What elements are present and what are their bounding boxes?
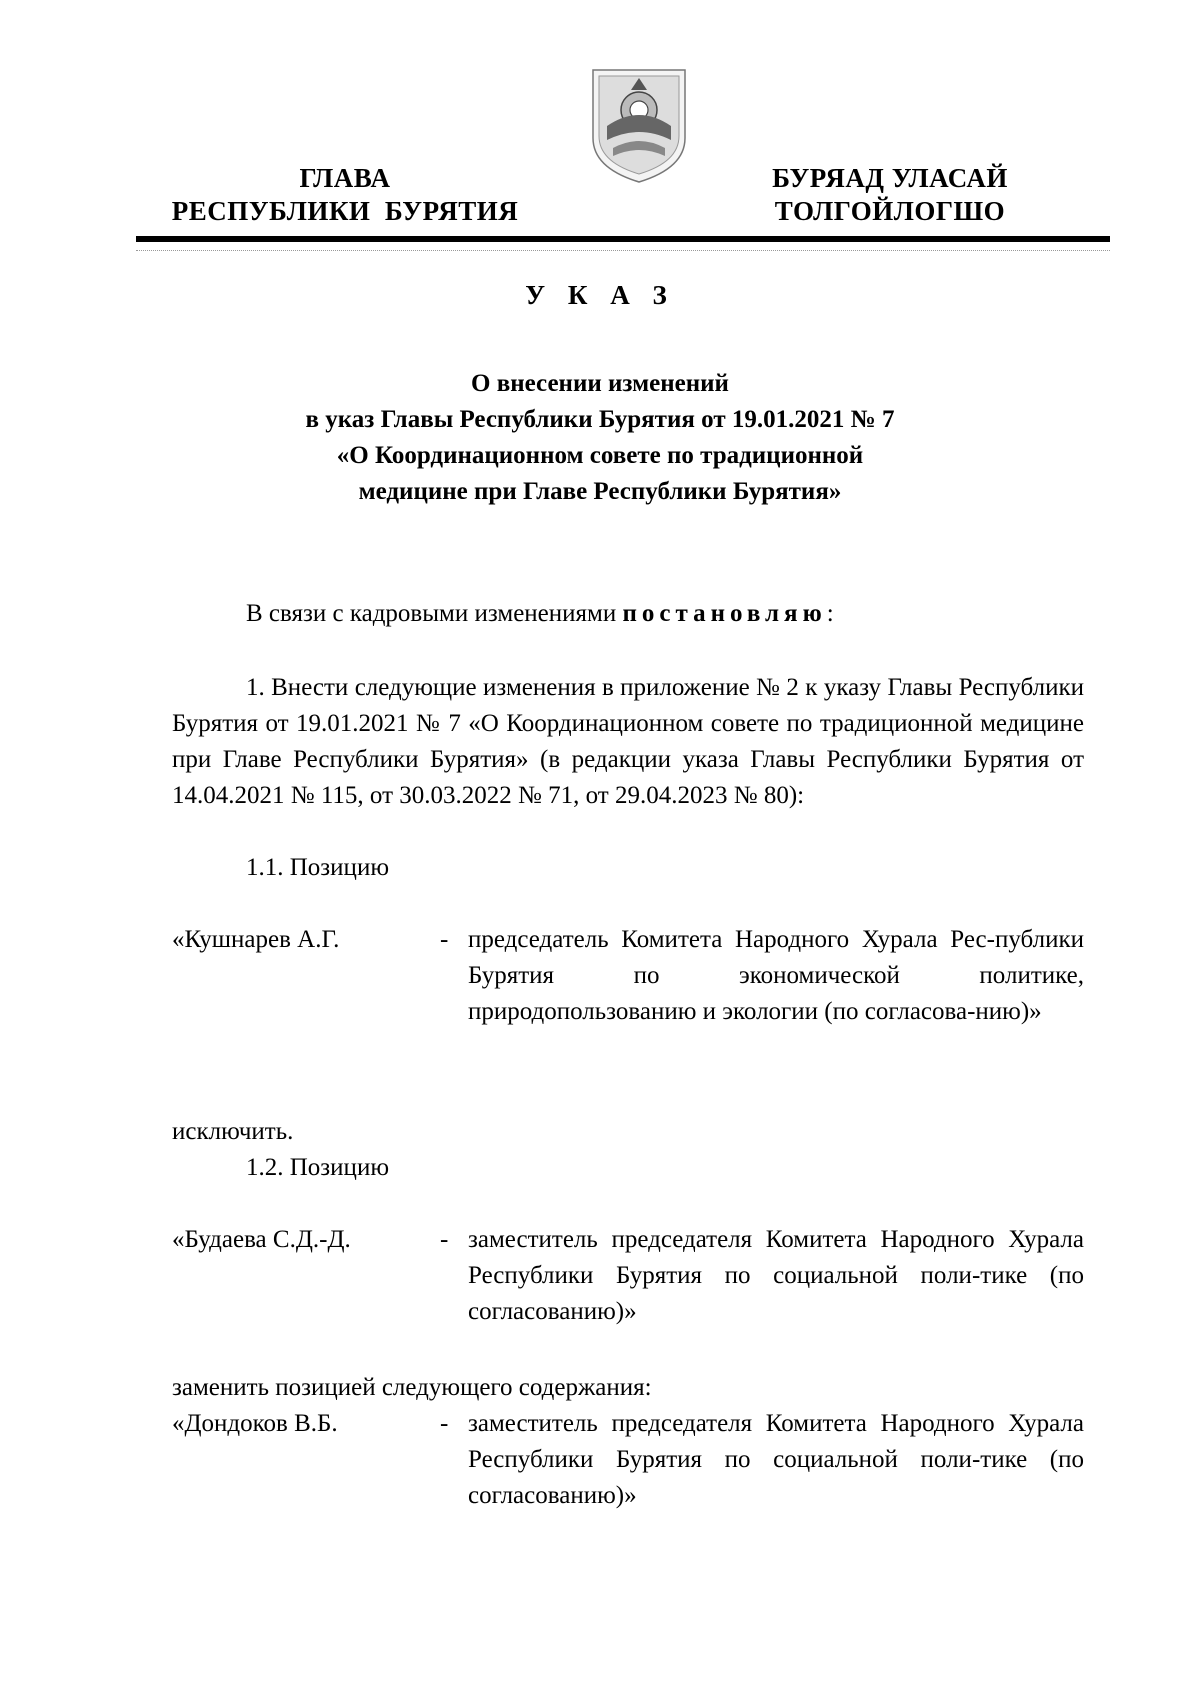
title-line3: «О Координационном совете по традиционной <box>336 442 864 469</box>
position-2-dash: - <box>440 1226 449 1253</box>
item-1-2: 1.2. Позицию <box>246 1154 389 1181</box>
header-left-line2: РЕСПУБЛИКИ БУРЯТИЯ <box>171 196 519 226</box>
preamble-end: : <box>826 600 834 627</box>
preamble-emphasis: постановляю <box>622 600 827 627</box>
exclude-text: исключить. <box>172 1118 294 1145</box>
header-right <box>730 162 1050 228</box>
title-line1: О внесении изменений <box>471 370 729 397</box>
header-divider-thick <box>136 236 1110 242</box>
preamble-text: В связи с кадровыми изменениями <box>246 600 623 627</box>
title-line2: в указ Главы Республики Бурятия от 19.01.2021 № 7 <box>305 406 895 433</box>
header-right-line2: ТОЛГОЙЛОГШО <box>774 196 1006 226</box>
header-right-line1: БУРЯАД УЛАСАЙ <box>772 163 1008 193</box>
position-2-name: «Будаева С.Д.-Д. <box>172 1226 351 1253</box>
preamble <box>172 596 1084 632</box>
coat-of-arms-emblem <box>585 60 693 185</box>
position-1-name: «Кушнарев А.Г. <box>172 926 340 953</box>
header-left <box>140 162 550 228</box>
position-3-name: «Дондоков В.Б. <box>172 1410 338 1437</box>
position-2-description: заместитель председателя Комитета Народного Хурала Республики Бурятия по социальной поли-тике (по согласованию)» <box>468 1226 1084 1325</box>
position-3-dash: - <box>440 1410 449 1437</box>
document-type: У К А З <box>525 280 675 310</box>
item-1-1: 1.1. Позицию <box>246 854 389 881</box>
header-divider-thin <box>136 250 1110 251</box>
position-1-description: председатель Комитета Народного Хурала Рес-публики Бурятия по экономической политике, природопользованию и экологии (по согласова-нию)» <box>468 926 1084 1025</box>
replace-text: заменить позицией следующего содержания: <box>172 1374 652 1401</box>
item-1-paragraph: 1. Внести следующие изменения в приложение № 2 к указу Главы Республики Бурятия от 19.01.2021 № 7 «О Координационном совете по традиционной медицине при Главе Республики Бурятия» (в редакции указа Главы Республики Бурятия от 14.04.2021 № 115, от 30.03.2022 № 71, от 29.04.2023 № 80): <box>172 674 1084 809</box>
title-line4: медицине при Главе Республики Бурятия» <box>358 478 842 505</box>
position-3-description: заместитель председателя Комитета Народного Хурала Республики Бурятия по социальной поли-тике (по согласованию)» <box>468 1410 1084 1509</box>
header-left-line1: ГЛАВА <box>299 163 391 193</box>
position-1-dash: - <box>440 926 449 953</box>
document-title <box>200 366 1000 510</box>
